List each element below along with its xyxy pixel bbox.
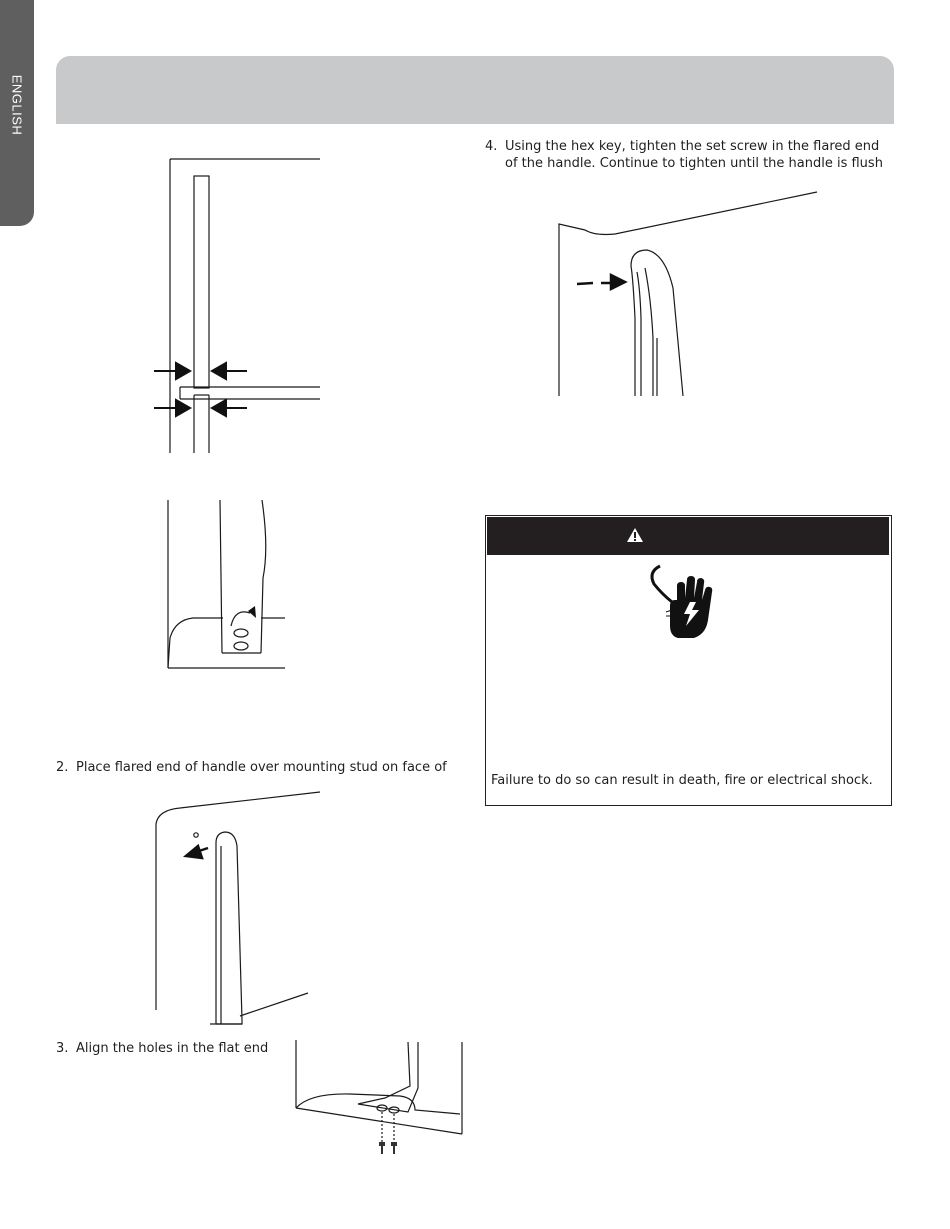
warning-footer-text: Failure to do so can result in death, fire or electrical shock. <box>491 773 873 788</box>
set-screw-detail-figure <box>165 498 290 673</box>
step-4 <box>485 138 895 172</box>
tighten-handle-figure <box>555 188 825 400</box>
warning-header-bar <box>487 517 889 555</box>
step-3 <box>56 1040 286 1057</box>
section-header-band <box>56 56 894 124</box>
electrical-shock-hand-icon <box>644 564 716 640</box>
step-3-number: 3. <box>56 1041 69 1056</box>
handle-alignment-figure <box>150 155 325 455</box>
mount-handle-figure <box>150 788 330 1033</box>
step-4-text: Using the hex key, tighten the set screw in the flared end of the handle. Continue to tighten until the handle is flush <box>505 139 883 171</box>
warning-box <box>485 515 892 806</box>
flat-end-screws-figure <box>290 1038 470 1163</box>
warning-triangle-icon <box>626 527 644 543</box>
language-tab-label: ENGLISH <box>9 74 25 136</box>
step-2-text: Place flared end of handle over mounting stud on face of <box>76 760 447 775</box>
step-2-number: 2. <box>56 760 69 775</box>
language-tab <box>0 0 34 226</box>
step-3-text: Align the holes in the flat end <box>76 1041 269 1056</box>
step-2 <box>56 759 466 776</box>
step-4-number: 4. <box>485 139 498 154</box>
